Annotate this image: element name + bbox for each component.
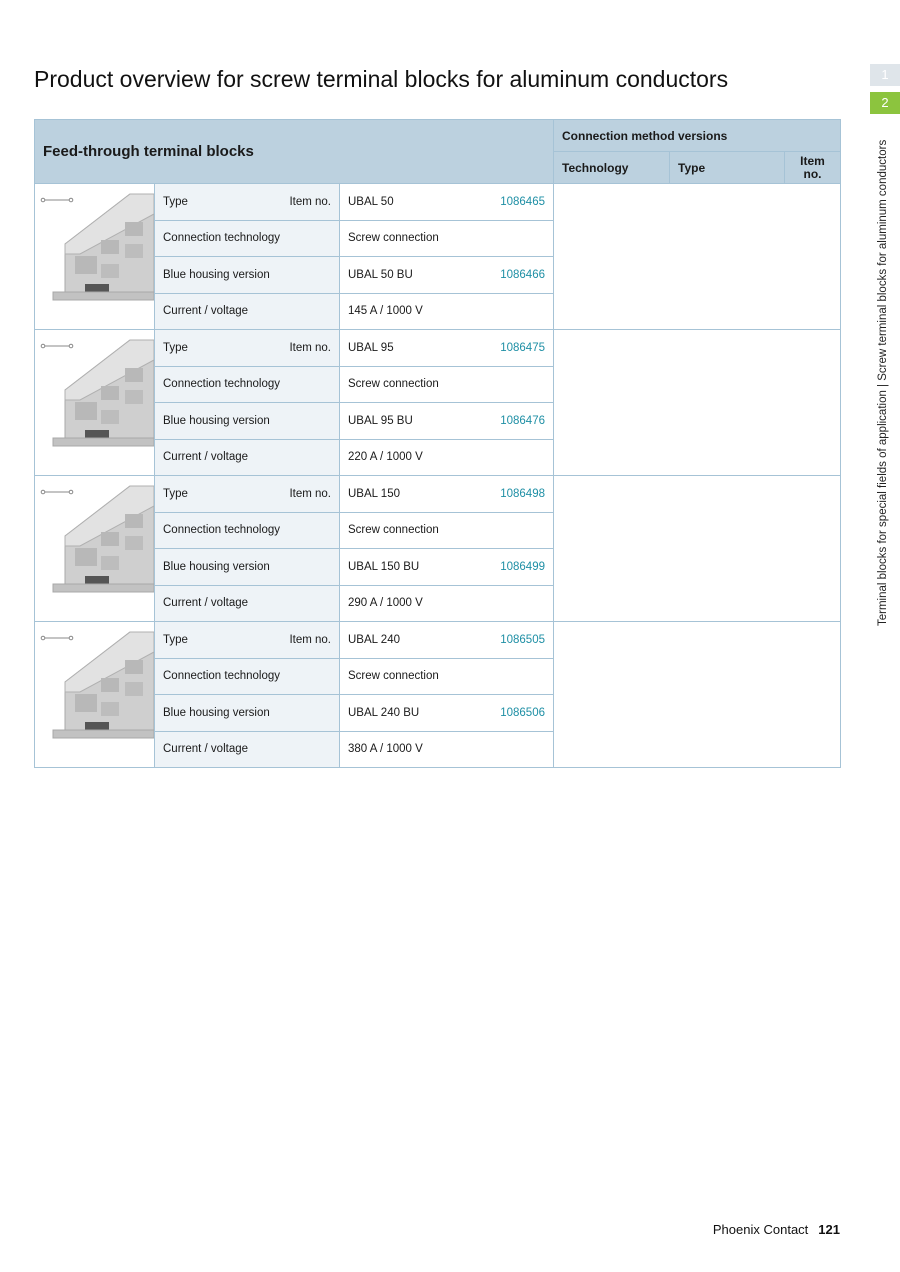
connection-label: Connection technology [155,366,340,403]
type-label: Type [163,341,188,354]
page-title: Product overview for screw terminal blocks for aluminum conductors [34,66,729,92]
type-label: Type [163,487,188,500]
blue-housing-type: UBAL 240 BU [348,706,420,719]
blue-item-no-link[interactable]: 1086476 [500,414,545,427]
current-voltage-label: Current / voltage [155,731,340,768]
product-row-type [35,330,841,367]
terminal-block-image [35,622,154,767]
type-value-cell [340,330,554,367]
column-header-type: Type [670,152,785,184]
chapter-tab-1[interactable]: 1 [870,64,900,86]
blue-housing-value-cell [340,695,554,732]
page-footer [713,1222,840,1237]
chapter-tab-2-active[interactable]: 2 [870,92,900,114]
blue-housing-value-cell [340,403,554,440]
connection-value: Screw connection [340,658,554,695]
blue-housing-type: UBAL 95 BU [348,414,413,427]
item-no-link[interactable]: 1086505 [500,633,545,646]
connection-versions-empty [554,184,841,330]
connection-versions-empty [554,622,841,768]
product-overview-table [34,119,841,768]
type-label-cell [155,184,340,221]
type-value: UBAL 240 [348,633,400,646]
type-value-cell [340,622,554,659]
item-no-label: Item no. [289,341,331,354]
current-voltage-label: Current / voltage [155,293,340,330]
connection-versions-empty [554,476,841,622]
column-header-technology: Technology [554,152,670,184]
product-row-type [35,184,841,221]
item-no-link[interactable]: 1086465 [500,195,545,208]
side-section-caption: Terminal blocks for special fields of application | Screw terminal blocks for aluminum conductors [877,139,889,626]
blue-item-no-link[interactable]: 1086506 [500,706,545,719]
blue-housing-value-cell [340,549,554,586]
type-value-cell [340,184,554,221]
blue-housing-value-cell [340,257,554,294]
item-no-label: Item no. [289,487,331,500]
current-voltage-label: Current / voltage [155,585,340,622]
terminal-block-image [35,476,154,621]
type-label-cell [155,476,340,513]
type-label-cell [155,330,340,367]
blue-housing-label: Blue housing version [155,403,340,440]
connection-value: Screw connection [340,366,554,403]
connection-label: Connection technology [155,220,340,257]
page-number: 121 [818,1222,840,1237]
column-header-item-no: Item no. [785,152,841,184]
blue-housing-label: Blue housing version [155,549,340,586]
blue-item-no-link[interactable]: 1086466 [500,268,545,281]
connection-label: Connection technology [155,512,340,549]
product-image-cell [35,476,155,622]
current-voltage-label: Current / voltage [155,439,340,476]
blue-item-no-link[interactable]: 1086499 [500,560,545,573]
terminal-block-image [35,330,154,475]
current-voltage-value: 380 A / 1000 V [340,731,554,768]
product-row-type [35,476,841,513]
current-voltage-value: 290 A / 1000 V [340,585,554,622]
product-image-cell [35,622,155,768]
connection-method-header: Connection method versions [554,120,841,152]
type-label: Type [163,195,188,208]
connection-value: Screw connection [340,512,554,549]
terminal-block-image [35,184,154,329]
blue-housing-label: Blue housing version [155,257,340,294]
item-no-link[interactable]: 1086475 [500,341,545,354]
type-value: UBAL 50 [348,195,394,208]
type-label: Type [163,633,188,646]
footer-brand: Phoenix Contact [712,1222,809,1237]
item-no-label: Item no. [289,195,331,208]
current-voltage-value: 220 A / 1000 V [340,439,554,476]
blue-housing-type: UBAL 50 BU [348,268,413,281]
product-row-type [35,622,841,659]
section-title: Feed-through terminal blocks [35,120,554,184]
current-voltage-value: 145 A / 1000 V [340,293,554,330]
connection-versions-empty [554,330,841,476]
blue-housing-label: Blue housing version [155,695,340,732]
product-image-cell [35,184,155,330]
item-no-link[interactable]: 1086498 [500,487,545,500]
connection-value: Screw connection [340,220,554,257]
connection-label: Connection technology [155,658,340,695]
item-no-label: Item no. [289,633,331,646]
blue-housing-type: UBAL 150 BU [348,560,420,573]
type-value: UBAL 95 [348,341,394,354]
product-image-cell [35,330,155,476]
type-value-cell [340,476,554,513]
type-value: UBAL 150 [348,487,400,500]
type-label-cell [155,622,340,659]
